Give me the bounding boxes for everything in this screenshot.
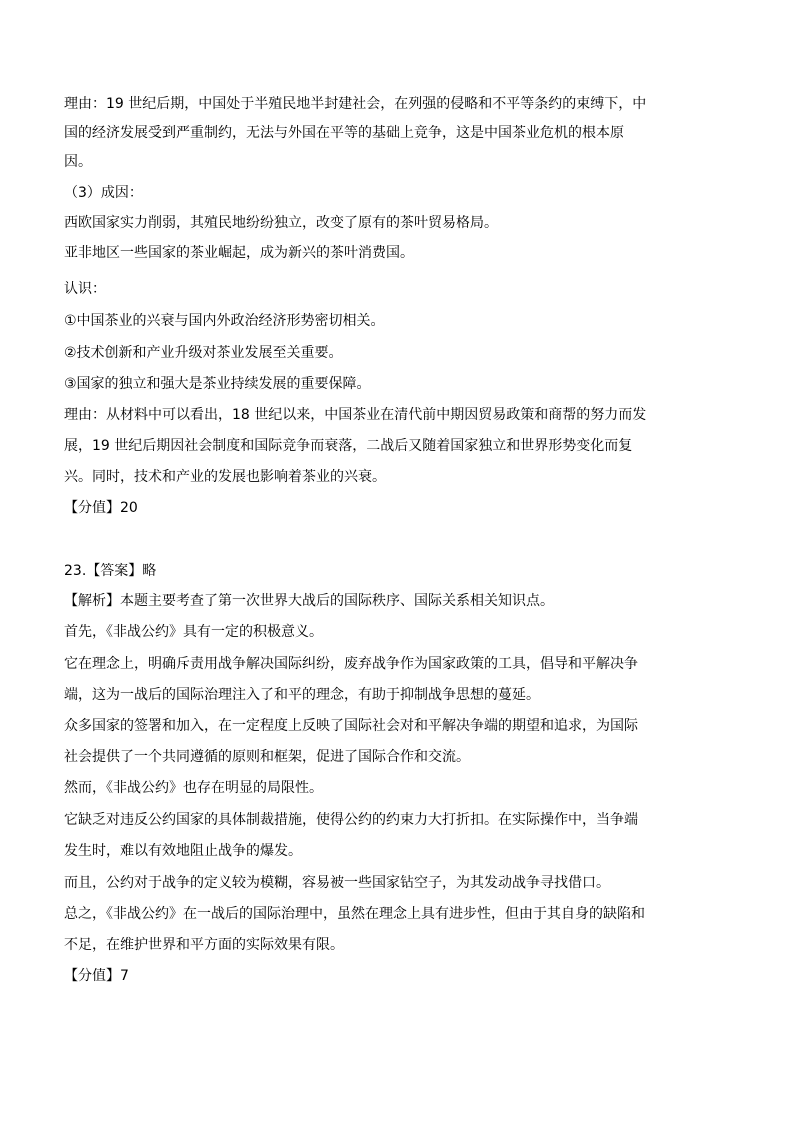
q22-reason-a-line-3: 因。	[64, 154, 92, 170]
q23-analysis-line-2: 首先，《非战公约》具有一定的积极意义。	[64, 624, 323, 640]
q22-understanding-2: ②技术创新和产业升级对茶业发展至关重要。	[64, 345, 343, 361]
q23-analysis-line-7: 然而，《非战公约》也存在明显的局限性。	[64, 780, 323, 796]
q23-analysis-line-4: 端，这为一战后的国际治理注入了和平的理念，有助于抑制战争思想的蔓延。	[64, 687, 540, 703]
q23-analysis-line-12: 不足，在维护世界和平方面的实际效果有限。	[64, 937, 344, 953]
q23-analysis-line-11: 总之，《非战公约》在一战后的国际治理中，虽然在理念上具有进步性，但由于其自身的缺陷和	[64, 906, 645, 922]
q23-answer: 23.【答案】略	[64, 563, 157, 579]
q22-cause-1: 西欧国家实力削弱，其殖民地纷纷独立，改变了原有的茶叶贸易格局。	[64, 215, 498, 231]
q23-analysis-line-9: 发生时，难以有效地阻止战争的爆发。	[64, 843, 302, 859]
q23-analysis-line-10: 而且，公约对于战争的定义较为模糊，容易被一些国家钻空子，为其发动战争寻找借口。	[64, 875, 610, 891]
q22-reason-a-line-2: 国的经济发展受到严重制约，无法与外国在平等的基础上竞争，这是中国茶业危机的根本原	[64, 125, 624, 141]
q23-score: 【分值】7	[64, 968, 129, 984]
q23-analysis-line-6: 社会提供了一个共同遵循的原则和框架，促进了国际合作和交流。	[64, 749, 470, 765]
q22-part3-heading: （3）成因：	[64, 185, 143, 201]
q23-analysis-line-1: 【解析】本题主要考查了第一次世界大战后的国际秩序、国际关系相关知识点。	[64, 593, 554, 609]
q22-understanding-3: ③国家的独立和强大是茶业持续发展的重要保障。	[64, 376, 371, 392]
q22-score: 【分值】20	[64, 500, 138, 516]
q22-understanding-1: ①中国茶业的兴衰与国内外政治经济形势密切相关。	[64, 313, 385, 329]
q22-reason-b-line-3: 兴。同时，技术和产业的发展也影响着茶业的兴衰。	[64, 469, 386, 485]
q22-understanding-label: 认识：	[64, 281, 106, 297]
q23-analysis-line-8: 它缺乏对违反公约国家的具体制裁措施，使得公约的约束力大打折扣。在实际操作中，当争端	[64, 812, 638, 828]
q22-cause-2: 亚非地区一些国家的茶业崛起，成为新兴的茶叶消费国。	[64, 245, 414, 261]
q22-reason-b-line-2: 展，19 世纪后期因社会制度和国际竞争而衰落，二战后又随着国家独立和世界形势变化而复	[64, 438, 633, 454]
q22-reason-b-line-1: 理由：从材料中可以看出，18 世纪以来，中国茶业在清代前中期因贸易政策和商帮的努力而发	[64, 407, 647, 423]
q23-analysis-line-5: 众多国家的签署和加入，在一定程度上反映了国际社会对和平解决争端的期望和追求，为国际	[64, 718, 638, 734]
q23-analysis-line-3: 它在理念上，明确斥责用战争解决国际纠纷，废弃战争作为国家政策的工具，倡导和平解决争	[64, 656, 638, 672]
q22-reason-a-line-1: 理由：19 世纪后期，中国处于半殖民地半封建社会，在列强的侵略和不平等条约的束缚下，中	[64, 96, 647, 112]
